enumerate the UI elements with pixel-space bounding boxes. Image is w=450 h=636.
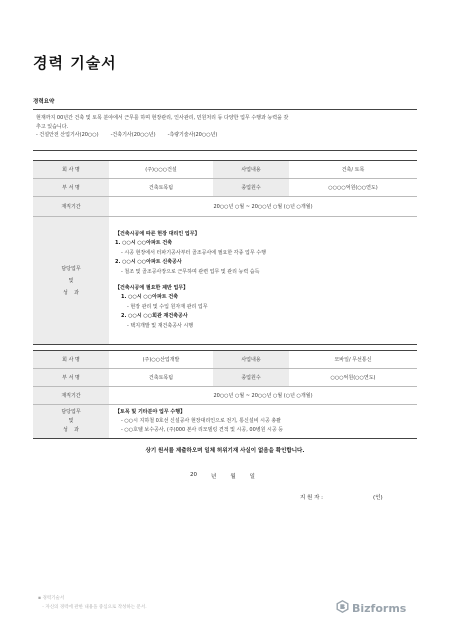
period-label: 재직기간 <box>33 197 109 217</box>
business-value: 모바일/ 무선통신 <box>289 351 417 369</box>
bizforms-logo <box>336 600 406 616</box>
business-label: 사업내용 <box>213 161 289 179</box>
summary-text-line-2: 추고 있습니다. <box>36 123 69 130</box>
staff-label: 종업원수 <box>213 369 289 387</box>
seal-mark: (인) <box>373 495 383 501</box>
bizforms-logo-text: Bizforms <box>352 601 407 615</box>
career-summary-box <box>33 109 417 151</box>
duties-label <box>33 405 109 439</box>
duty-detail: - ○○호텔 보수공사, (주)000 본사 리모델링 견적 및 시공, 00병원 시공 등 <box>121 427 284 433</box>
certifications-list <box>36 131 414 140</box>
duty-heading: 【건축시공에 따른 현장 대리인 업무】 <box>115 230 200 237</box>
company-value: (주)○○○건설 <box>109 161 213 179</box>
confirmation-statement: 상기 원서를 제출하오며 일체 허위기재 사실이 없음을 확인합니다. <box>145 448 305 454</box>
department-label: 부 서 명 <box>33 179 109 197</box>
footer-note-title: ▪ 경력기술서 <box>38 596 65 601</box>
business-value: 건축/ 토목 <box>289 161 417 179</box>
career-table-2 <box>33 350 417 439</box>
duties-label-line: 및 <box>68 277 74 284</box>
duty-detail: - ○○시 지하철 0호선 신설공사 현장대리인으로 전기, 통신설비 시공 총괄 <box>121 418 282 424</box>
staff-value: ○○○억원(○○연도) <box>289 369 417 387</box>
duties-label <box>33 217 109 345</box>
footer-notes <box>38 594 147 612</box>
duties-label-line: 담당업무 <box>61 265 81 272</box>
duties-content <box>109 217 417 345</box>
career-table-1 <box>33 160 417 345</box>
department-label: 부 서 명 <box>33 369 109 387</box>
period-value: 20○○년 ○월 ~ 20○○년 ○월 (○년 ○개월) <box>109 387 417 405</box>
date-year: 20 <box>190 472 197 478</box>
applicant-signature-line <box>300 493 383 501</box>
certification-item: -측량기술사(20○○년) <box>167 132 218 139</box>
date-month-unit: 월 <box>230 474 236 480</box>
date-line <box>190 472 255 480</box>
duty-project: 2. ○○시 ○○아파트 신축공사 <box>115 259 182 266</box>
period-value: 20○○년 ○월 ~ 20○○년 ○월 (○년 ○개월) <box>109 197 417 217</box>
duty-project: 2. ○○시 ○○회관 재건축공사 <box>121 313 188 320</box>
company-label: 회 사 명 <box>33 161 109 179</box>
business-label: 사업내용 <box>213 351 289 369</box>
company-label: 회 사 명 <box>33 351 109 369</box>
applicant-label: 지 원 자 : <box>300 495 324 501</box>
date-year-unit: 년 <box>211 474 217 480</box>
certification-item: - 건설안전 산업기사(20○○) <box>36 132 99 139</box>
duty-detail: - 시공 현장에서 터파기공사부터 골조공사에 필요한 각종 업무 수행 <box>121 249 266 256</box>
duties-label-line: 성 과 <box>62 289 80 296</box>
duty-project: 1. ○○시 ○○아파트 건축 <box>121 294 179 301</box>
staff-value: ○○○○억원(○○연도) <box>289 179 417 197</box>
period-label: 재직기간 <box>33 387 109 405</box>
duties-content <box>109 405 417 439</box>
department-value: 건축토목팀 <box>109 179 213 197</box>
staff-label: 종업원수 <box>213 179 289 197</box>
department-value: 건축토목팀 <box>109 369 213 387</box>
summary-section-label: 경력요약 <box>33 99 55 105</box>
duties-label-line: 성 과 <box>62 427 80 433</box>
bizforms-logo-icon <box>336 600 349 616</box>
certification-item: -건축기사(20○○년) <box>110 132 156 139</box>
date-day-unit: 일 <box>249 474 255 480</box>
duty-detail: - 철조 및 골조공사장으로 근무하며 관련 업무 및 관리 능력 습득 <box>121 268 260 275</box>
duties-label-line: 및 <box>68 418 74 424</box>
duty-detail: - 현장 관리 및 수입 원자재 관리 업무 <box>127 303 208 310</box>
duty-project: 1. ○○시 ○○아파트 건축 <box>115 240 173 247</box>
duties-label-line: 담당업무 <box>61 409 81 415</box>
summary-text-line-1: 현재까지 00년간 건축 및 토목 분야에서 근무를 하며 현장관리, 인사관리, 민원처리 등 다양한 업무 수행과 능력을 갖 <box>36 115 289 121</box>
duty-detail: - 택지개발 및 재건축공사 시행 <box>127 322 194 329</box>
duty-heading: 【건축시공에 필요한 제반 업무】 <box>115 284 189 291</box>
duty-heading: 【토목 및 기타분야 업무 수행】 <box>115 409 186 415</box>
page-title: 경력 기술서 <box>33 54 117 72</box>
footer-note-desc: - 자신의 경력에 관한 내용을 중심으로 작성하는 문서. <box>38 605 147 610</box>
company-value: (주)○○산업개발 <box>109 351 213 369</box>
